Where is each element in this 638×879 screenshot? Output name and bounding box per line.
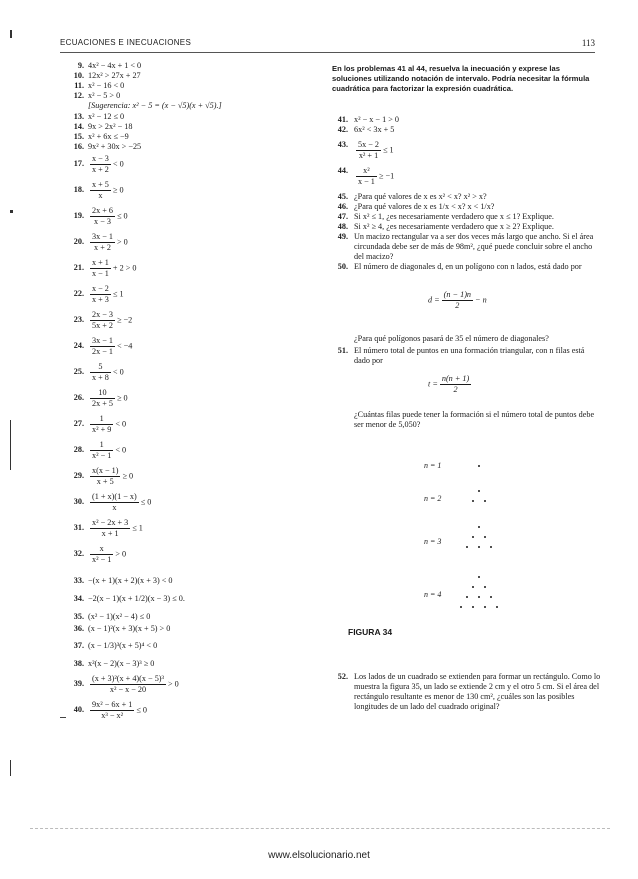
exercise-35: 35. (x² − 1)(x² − 4) ≤ 0	[73, 612, 151, 621]
dot	[472, 536, 474, 538]
scan-margin-mark	[10, 760, 11, 776]
exercise-31: 31. $\frac{\text{x² − 2x + 3}}{x + 1}$ ≤ 1	[73, 518, 143, 538]
triangular-formula: t = $\frac{n(n + 1)}{2}$	[428, 374, 470, 394]
exercise-36: 36. (x − 1)²(x + 3)(x + 5) > 0	[73, 624, 171, 633]
dot	[478, 546, 480, 548]
exercise-15: 15. x² + 6x ≤ −9	[73, 132, 129, 141]
exercise-34: 34. −2(x − 1)(x + 1/2)(x − 3) ≤ 0.	[73, 594, 185, 603]
exercise-40: 40. $\frac{\text{9x² − 6x + 1}}{\text{x³ − x²}}$ ≤ 0	[73, 700, 147, 720]
exercise-12-hint: [Sugerencia: x² − 5 = (x − √5)(x + √5).]	[88, 101, 222, 110]
exercise-14: 14. 9x > 2x² − 18	[73, 122, 133, 131]
dot	[460, 606, 462, 608]
exercise-38: 38. x²(x − 2)(x − 3)³ ≥ 0	[73, 659, 155, 668]
chapter-title: ECUACIONES E INECUACIONES	[60, 38, 192, 47]
row-label-n3: n = 3	[424, 537, 442, 546]
figure-caption: FIGURA 34	[348, 627, 393, 637]
exercise-33: 33. −(x + 1)(x + 2)(x + 3) < 0	[73, 576, 173, 585]
dot	[484, 500, 486, 502]
row-label-n1: n = 1	[424, 461, 442, 470]
exercise-26: 26. $\frac{10}{2x + 5}$ ≥ 0	[73, 388, 128, 408]
exercise-11: 11. x² − 16 < 0	[74, 81, 125, 90]
textbook-page: ECUACIONES E INECUACIONES 113 9. 4x² − 4x + 1 < 0 10. 12x² > 27x + 27 11. x² − 16 < 0 12. x² − 5 > 0 [Sugerencia: x² − 5 = (x − √5)(x + √5).] 13. x² − 12 ≤ 0 14. 9x > 2x² − 18 15. x² + 6x ≤ −9 16. 9x² + 30x > −25 17. $\frac{x - 3}{x + 2}$ < 0 18. $\frac{x + 5}{x}$ ≥ 0 19. $\frac{2x + 6}{x - 3}$ ≤ 0 20. $\frac{3x - 1}{x + 2}$ > 0 21. $\frac{x + 1}{x - 1}$ + 2 > 0 22. $\frac{x - 2}{x + 3}$ ≤ 1 23. $\frac{2x - 3}{5x + 2}$ ≥ −2 24. $\frac{3x - 1}{2x - 1}$ < −4 25. $\frac{5}{x + 8}$ < 0 26. $\frac{10}{2x + 5}$ ≥ 0 27. $\frac{1}{\text{x² + 9}}$ < 0 28. $\frac{1}{\text{x² − 1}}$ < 0 29. $\frac{x(x - 1)}{x + 5}$ ≥ 0 30. $\frac{(1 + x)(1 - x)}{x}$ ≤ 0 31. $\frac{\text{x² − 2x + 3}}{x + 1}$ ≤ 1 32. $\frac{x}{\text{x² − 1}}$ > 0 33. −(x + 1)(x + 2)(x + 3) < 0 34. −2(x − 1)(x + 1/2)(x − 3) ≤ 0. 35. (x² − 1)(x² − 4) ≤ 0 36. (x − 1)²(x + 3)(x + 5) > 0 37. (x − 1/3)³(x + 5)⁴ < 0 38. x²(x − 2)(x − 3)³ ≥ 0 39. $\frac{\text{(x + 3)²(x + 4)(x − 5)³}}{\text{x² − x − 20}}$ > 0 40. $\frac{\text{9x² − 6x + 1}}{\text{x³ − x²}}$ ≤ 0 En los problemas 41 al 44, resuelva la inecuación y exprese las soluciones utilizando notación de intervalo. Podría necesitar la fórmula cuadrática para factorizar la expresión cuadrática. 41. x² − x − 1 > 0 42. 6x² < 3x + 5 43. $\frac{5x - 2}{\text{x² + 1}}$ ≤ 1 44. $\frac{\text{x²}}{x - 1}$ ≥ −1 45. ¿Para qué valores de x es x² < x? x² > x? 46. ¿Para qué valores de x es 1/x < x? x < 1/x? 47. Si x² ≤ 1, ¿es necesariamente verdadero que x ≤ 1? Explique. 48. Si x² ≥ 4, ¿es necesariamente verdadero que x ≥ 2? Explique. 49. Un macizo rectangular va a ser dos veces más largo que ancho. Si el área circundada debe ser de más de 98m², ¿qué puede concluir sobre el ancho del macizo? 50. El número de diagonales d, en un polígono con n lados, está dado por d = $\frac{(n - 1)n}{2}$ − n ¿Para qué polígonos pasará de 35 el número de diagonales? 51. El número total de puntos en una formación triangular, con n filas está dado por t = $\frac{n(n + 1)}{2}$ ¿Cuántas filas puede tener la formación si el número total de puntos debe ser menor de 5,050? n = 1 n = 2 n = 3 n = 4 FIGURA 34 52. Los lados de un cuadrado se extienden para formar un rectángulo. Como lo muestra la figura 35, un lado se extiende 2 cm y el otro 5 cm. Si el área del rectángulo resultante es menor de 130 cm², ¿cuáles son las posibles longitudes de un lado del cuadrado original? www.elsolucionario.net	[0, 0, 638, 879]
dot	[484, 586, 486, 588]
exercise-19: 19. $\frac{2x + 6}{x - 3}$ ≤ 0	[73, 206, 128, 226]
row-label-n4: n = 4	[424, 590, 442, 599]
scan-edge	[30, 828, 610, 830]
exercise-16: 16. 9x² + 30x > −25	[73, 142, 142, 151]
footer-watermark-url[interactable]: www.elsolucionario.net	[268, 850, 370, 861]
dot	[490, 546, 492, 548]
page-number: 113	[581, 38, 595, 48]
header-rule	[60, 52, 595, 53]
scan-margin-mark	[10, 420, 11, 470]
exercise-22: 22. $\frac{x - 2}{x + 3}$ ≤ 1	[73, 284, 124, 304]
dot	[472, 586, 474, 588]
exercise-12: 12. x² − 5 > 0	[73, 91, 121, 100]
dot	[490, 596, 492, 598]
exercise-28: 28. $\frac{1}{\text{x² − 1}}$ < 0	[73, 440, 127, 460]
exercise-20: 20. $\frac{3x - 1}{x + 2}$ > 0	[73, 232, 128, 252]
exercise-25: 25. $\frac{5}{x + 8}$ < 0	[73, 362, 124, 382]
page-header	[60, 38, 595, 52]
dot	[466, 546, 468, 548]
exercise-37: 37. (x − 1/3)³(x + 5)⁴ < 0	[73, 641, 158, 650]
exercise-17: 17. $\frac{x - 3}{x + 2}$ < 0	[73, 154, 124, 174]
dot	[478, 526, 480, 528]
exercise-13: 13. x² − 12 ≤ 0	[73, 112, 125, 121]
exercise-24: 24. $\frac{3x - 1}{2x - 1}$ < −4	[73, 336, 133, 356]
exercise-30: 30. $\frac{(1 + x)(1 - x)}{x}$ ≤ 0	[73, 492, 152, 512]
scan-margin-mark	[10, 210, 13, 213]
dot	[472, 500, 474, 502]
dot	[496, 606, 498, 608]
exercise-10: 10. 12x² > 27x + 27	[73, 71, 141, 80]
exercise-21: 21. $\frac{x + 1}{x - 1}$ + 2 > 0	[73, 258, 137, 278]
diagonals-formula: d = $\frac{(n - 1)n}{2}$ − n	[428, 290, 487, 310]
exercise-9: 9. 4x² − 4x + 1 < 0	[77, 61, 142, 70]
dot	[484, 536, 486, 538]
section-instructions: En los problemas 41 al 44, resuelva la inecuación y exprese las soluciones utilizando notación de intervalo. Podría necesitar la fórmula cuadrática para factorizar la expresión cuadrática.	[332, 64, 590, 93]
dot	[466, 596, 468, 598]
dot	[478, 576, 480, 578]
exercise-32: 32. $\frac{x}{\text{x² − 1}}$ > 0	[73, 544, 127, 564]
dot	[478, 596, 480, 598]
exercise-18: 18. $\frac{x + 5}{x}$ ≥ 0	[73, 180, 124, 200]
dot	[472, 606, 474, 608]
row-label-n2: n = 2	[424, 494, 442, 503]
dot	[478, 490, 480, 492]
dot	[478, 465, 480, 467]
exercise-39: 39. $\frac{\text{(x + 3)²(x + 4)(x − 5)³}}{\text{x² − x − 20}}$ > 0	[73, 674, 179, 694]
dot	[484, 606, 486, 608]
exercise-23: 23. $\frac{2x - 3}{5x + 2}$ ≥ −2	[73, 310, 133, 330]
exercise-29: 29. $\frac{x(x - 1)}{x + 5}$ ≥ 0	[73, 466, 134, 486]
scan-margin-mark	[10, 30, 12, 38]
exercise-27: 27. $\frac{1}{\text{x² + 9}}$ < 0	[73, 414, 127, 434]
